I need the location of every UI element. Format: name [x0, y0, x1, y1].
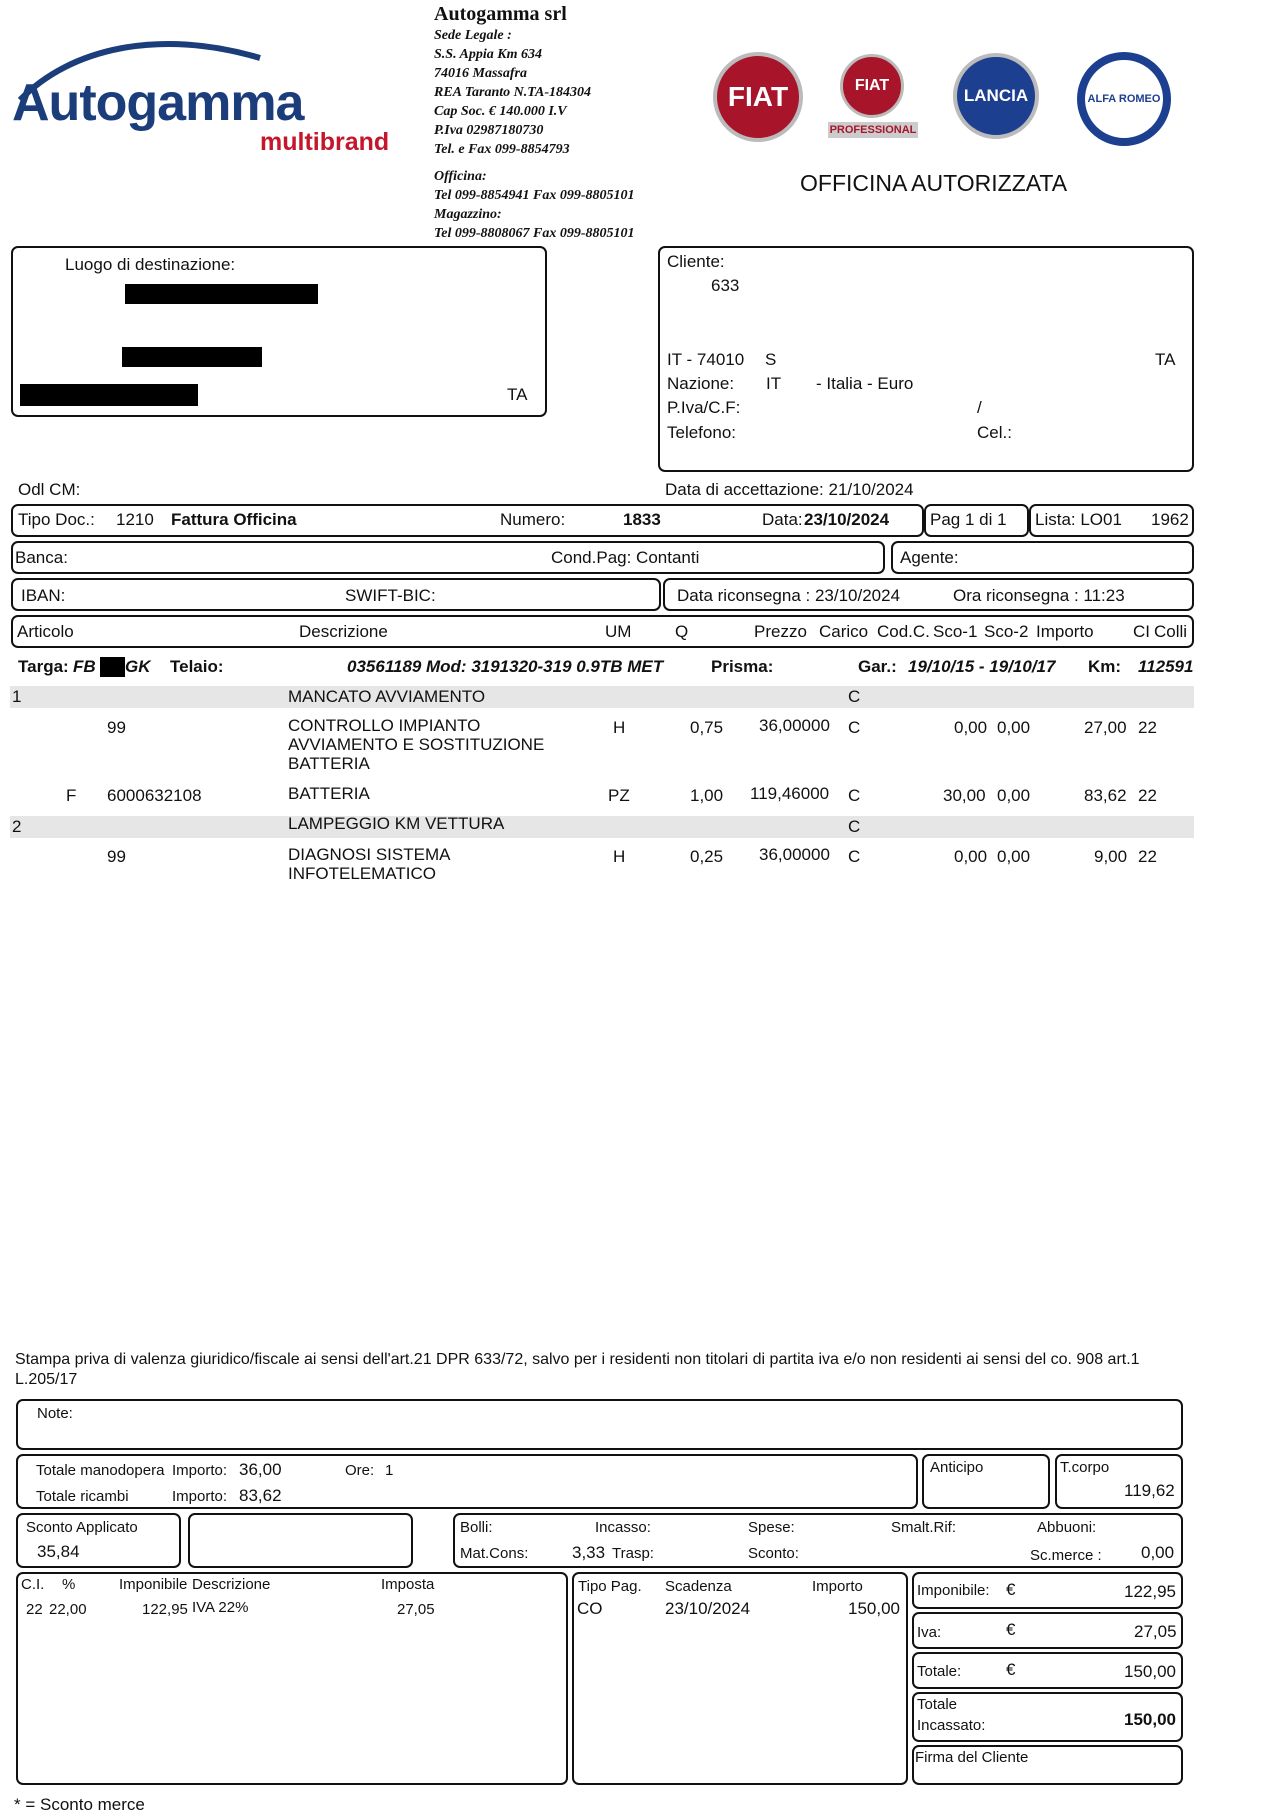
anticipo-label: Anticipo — [930, 1459, 984, 1476]
numero-label: Numero: — [500, 510, 566, 529]
col-sco2: Sco-2 — [984, 622, 1029, 641]
ora-riconsegna: Ora riconsegna : 11:23 — [953, 586, 1125, 605]
item-description-line: INFOTELEMATICO — [288, 864, 436, 883]
cliente-label: Cliente: — [667, 252, 725, 271]
swift-label: SWIFT-BIC: — [345, 586, 436, 605]
item-prezzo: 36,00000 — [759, 716, 830, 735]
col-prezzo: Prezzo — [754, 622, 807, 641]
iva-col-imposta: Imposta — [381, 1576, 435, 1593]
piva-separator: / — [977, 398, 982, 417]
km-value: 112591 — [1138, 657, 1194, 676]
col-colli: Colli — [1154, 622, 1188, 641]
item-prezzo: 36,00000 — [759, 845, 830, 864]
item-sco1: 30,00 — [943, 786, 986, 805]
fiat-professional-logo — [820, 54, 928, 146]
tcorpo-value: 119,62 — [1124, 1481, 1175, 1500]
item-um: PZ — [608, 786, 630, 805]
incassato-label-1: Totale — [917, 1696, 958, 1713]
imponibile-value: 122,95 — [1124, 1582, 1176, 1601]
company-logo — [10, 28, 390, 158]
ore-value: 1 — [385, 1462, 394, 1479]
pag-scadenza: 23/10/2024 — [665, 1599, 751, 1618]
item-description-line: DIAGNOSI SISTEMA — [288, 845, 451, 864]
group-number: 1 — [12, 687, 22, 706]
col-q: Q — [675, 622, 689, 641]
tipo-doc-code: 1210 — [116, 510, 154, 529]
pag-col-tipo: Tipo Pag. — [578, 1578, 642, 1595]
company-contacts — [434, 167, 684, 243]
cliente-code: 633 — [711, 276, 740, 295]
fiat-professional-icon: FIAT — [840, 54, 904, 118]
item-codc: C — [848, 786, 861, 805]
sconto-label: Sconto Applicato — [26, 1519, 138, 1536]
iva-perc: 22,00 — [49, 1601, 87, 1618]
iva-col-imponibile: Imponibile — [119, 1576, 188, 1593]
item-qty: 0,25 — [690, 847, 724, 866]
item-description — [288, 845, 450, 883]
item-description-line: CONTROLLO IMPIANTO — [288, 716, 481, 735]
agente-label: Agente: — [900, 548, 959, 567]
col-importo: Importo — [1036, 622, 1094, 641]
firma-label: Firma del Cliente — [915, 1749, 1029, 1766]
data-label: Data: — [762, 510, 803, 529]
item-importo: 27,00 — [1084, 718, 1127, 737]
totale-ricambi-label: Totale ricambi — [36, 1488, 129, 1505]
garanzia-label: Gar.: — [858, 657, 897, 676]
redaction-bar — [20, 384, 198, 406]
importo-label: Importo: — [172, 1488, 228, 1505]
ricambi-importo: 83,62 — [239, 1486, 282, 1505]
totale-value: 150,00 — [1124, 1662, 1176, 1681]
destination-label: Luogo di destinazione: — [65, 255, 236, 274]
iban-box — [11, 578, 661, 611]
cellulare-label: Cel.: — [977, 423, 1012, 442]
iva-total-euro: € — [1006, 1620, 1016, 1639]
col-um: UM — [605, 622, 632, 641]
iva-total-label: Iva: — [917, 1624, 942, 1641]
destination-province: TA — [507, 385, 528, 404]
incasso-label: Incasso: — [595, 1519, 651, 1536]
item-um: H — [613, 718, 626, 737]
nazione-code: IT — [766, 374, 782, 393]
item-ci: 22 — [1138, 786, 1157, 805]
incassato-label-2: Incassato: — [917, 1717, 986, 1734]
company-info-line: Cap Soc. € 140.000 I.V — [434, 104, 567, 119]
mat-cons-value: 3,33 — [572, 1543, 606, 1562]
col-carico: Carico — [819, 622, 869, 641]
logo-sub-text: multibrand — [260, 128, 390, 156]
company-info-line: Magazzino: — [434, 207, 502, 222]
lista-label: Lista: LO01 — [1035, 510, 1122, 529]
officina-autorizzata: OFFICINA AUTORIZZATA — [800, 170, 1068, 196]
company-info-line: P.Iva 02987180730 — [434, 123, 544, 138]
redaction-bar — [122, 347, 262, 367]
item-sco1: 0,00 — [954, 718, 988, 737]
company-address — [434, 26, 684, 159]
group-number: 2 — [12, 817, 22, 836]
sconto2-label: Sconto: — [748, 1545, 799, 1562]
item-description-line: BATTERIA — [288, 784, 370, 803]
scmerce-value: 0,00 — [1141, 1543, 1175, 1562]
item-description-line: BATTERIA — [288, 754, 370, 773]
item-articolo: 99 — [107, 718, 126, 737]
scmerce-label: Sc.merce : — [1030, 1547, 1102, 1564]
item-qty: 0,75 — [690, 718, 724, 737]
banca-box — [11, 541, 885, 574]
totale-euro: € — [1006, 1660, 1016, 1679]
note-box — [16, 1399, 1183, 1450]
item-importo: 83,62 — [1084, 786, 1127, 805]
telaio-label: Telaio: — [170, 657, 224, 676]
cliente-province: TA — [1155, 350, 1176, 369]
abbuoni-label: Abbuoni: — [1037, 1519, 1097, 1536]
telaio-value: 03561189 — [347, 657, 422, 676]
pag-tipo: CO — [577, 1599, 603, 1618]
iva-col-ci: C.I. — [21, 1576, 45, 1593]
item-articolo: 6000632108 — [107, 786, 202, 805]
odl-label: Odl CM: — [18, 480, 81, 499]
company-info-line: Tel 099-8854941 Fax 099-8805101 — [434, 188, 635, 203]
col-ci: CI — [1133, 622, 1150, 641]
group-row — [10, 686, 1194, 708]
item-articolo: 99 — [107, 847, 126, 866]
banca-label: Banca: — [15, 548, 68, 567]
company-info-line: REA Taranto N.TA-184304 — [434, 85, 592, 100]
fiat-logo-icon: FIAT — [713, 52, 803, 142]
ore-label: Ore: — [345, 1462, 375, 1479]
company-info-line: Tel 099-8808067 Fax 099-8805101 — [434, 226, 635, 241]
group-codc: C — [848, 817, 861, 836]
bolli-label: Bolli: — [460, 1519, 493, 1536]
mod-value: Mod: 3191320-319 0.9TB MET — [426, 657, 664, 676]
totale-manodopera-label: Totale manodopera — [36, 1462, 165, 1479]
data-value: 23/10/2024 — [804, 510, 890, 529]
item-qty: 1,00 — [690, 786, 724, 805]
smalt-label: Smalt.Rif: — [891, 1519, 957, 1536]
pagina-label: Pag 1 di 1 — [930, 510, 1007, 529]
incassato-value: 150,00 — [1124, 1710, 1176, 1729]
lancia-logo-icon: LANCIA — [953, 53, 1039, 139]
col-articolo: Articolo — [17, 622, 74, 641]
data-accettazione: Data di accettazione: 21/10/2024 — [665, 480, 914, 499]
iva-total-value: 27,05 — [1134, 1622, 1177, 1641]
group-codc: C — [848, 687, 861, 706]
manodopera-importo: 36,00 — [239, 1460, 282, 1479]
legend: * = Sconto merce — [14, 1795, 145, 1814]
cliente-zip: IT - 74010 — [667, 350, 745, 369]
tipo-doc-label: Tipo Doc.: — [18, 510, 95, 529]
sconto-value: 35,84 — [37, 1542, 80, 1561]
targa-end: GK — [125, 657, 151, 676]
empty-box — [188, 1513, 413, 1568]
logo-main-text: Autogamma — [12, 74, 304, 132]
item-um: H — [613, 847, 626, 866]
redaction-bar — [125, 284, 318, 304]
note-label: Note: — [37, 1405, 73, 1422]
km-label: Km: — [1088, 657, 1122, 676]
company-info-line: Sede Legale : — [434, 28, 512, 43]
numero-value: 1833 — [623, 510, 661, 529]
group-description: MANCATO AVVIAMENTO — [288, 687, 486, 706]
iva-col-descrizione: Descrizione — [192, 1576, 271, 1593]
importo-label: Importo: — [172, 1462, 228, 1479]
company-info-line: Officina: — [434, 169, 487, 184]
item-codc: C — [848, 718, 861, 737]
targa-label: Targa: — [18, 657, 69, 676]
iban-label: IBAN: — [21, 586, 66, 605]
iva-descrizione: IVA 22% — [192, 1599, 249, 1616]
iva-ci: 22 — [26, 1601, 43, 1618]
disclaimer: Stampa priva di valenza giuridico/fiscale ai sensi dell'art.21 DPR 633/72, salvo per i residenti non titolari di partita iva e/o non residenti ai sensi del co. 908 art.1 L.205/17 — [15, 1351, 1140, 1388]
company-name: Autogamma srl — [434, 3, 567, 25]
item-sco2: 0,00 — [997, 847, 1031, 866]
item-description — [288, 784, 370, 804]
pag-col-importo: Importo — [812, 1578, 863, 1595]
cond-pag: Cond.Pag: Contanti — [551, 548, 700, 567]
nazione-value: - Italia - Euro — [816, 374, 914, 393]
garanzia-value: 19/10/15 - 19/10/17 — [908, 657, 1056, 676]
imponibile-euro: € — [1006, 1580, 1016, 1599]
group-description: LAMPEGGIO KM VETTURA — [288, 814, 505, 833]
item-prezzo: 119,46000 — [750, 784, 830, 803]
mat-cons-label: Mat.Cons: — [460, 1545, 529, 1562]
professional-label: PROFESSIONAL — [829, 124, 917, 136]
targa-start: FB — [73, 657, 96, 676]
col-codc: Cod.C. — [877, 622, 930, 641]
company-info-line: S.S. Appia Km 634 — [434, 47, 543, 62]
item-flag: F — [66, 786, 77, 805]
imponibile-label: Imponibile: — [917, 1582, 990, 1599]
telefono-label: Telefono: — [667, 423, 736, 442]
item-sco2: 0,00 — [997, 718, 1031, 737]
tcorpo-label: T.corpo — [1060, 1459, 1110, 1476]
trasp-label: Trasp: — [612, 1545, 654, 1562]
col-sco1: Sco-1 — [933, 622, 978, 641]
company-info-line: 74016 Massafra — [434, 66, 527, 81]
item-sco2: 0,00 — [997, 786, 1031, 805]
iva-col-perc: % — [62, 1576, 76, 1593]
item-codc: C — [848, 847, 861, 866]
item-ci: 22 — [1138, 718, 1157, 737]
company-info — [434, 3, 684, 243]
col-descrizione: Descrizione — [299, 622, 388, 641]
iva-box — [16, 1572, 568, 1785]
item-sco1: 0,00 — [954, 847, 988, 866]
group-row — [10, 816, 1194, 838]
alfa-romeo-logo-icon: ALFA ROMEO — [1077, 52, 1171, 146]
lista-number: 1962 — [1151, 510, 1189, 529]
pag-importo: 150,00 — [848, 1599, 900, 1618]
nazione-label: Nazione: — [667, 374, 735, 393]
iva-imponibile: 122,95 — [142, 1601, 188, 1618]
company-info-line: Tel. e Fax 099-8854793 — [434, 142, 570, 157]
tipo-doc-name: Fattura Officina — [171, 510, 297, 529]
item-ci: 22 — [1138, 847, 1157, 866]
redaction-bar — [100, 657, 125, 677]
item-description — [288, 716, 544, 773]
cliente-zip-suffix: S — [765, 350, 777, 369]
totale-label: Totale: — [917, 1663, 962, 1680]
piva-label: P.Iva/C.F: — [667, 398, 741, 417]
data-riconsegna: Data riconsegna : 23/10/2024 — [677, 586, 901, 605]
pag-col-scadenza: Scadenza — [665, 1578, 732, 1595]
item-importo: 9,00 — [1094, 847, 1128, 866]
prisma-label: Prisma: — [711, 657, 774, 676]
iva-imposta: 27,05 — [397, 1601, 435, 1618]
spese-label: Spese: — [748, 1519, 795, 1536]
item-description-line: AVVIAMENTO E SOSTITUZIONE — [288, 735, 545, 754]
